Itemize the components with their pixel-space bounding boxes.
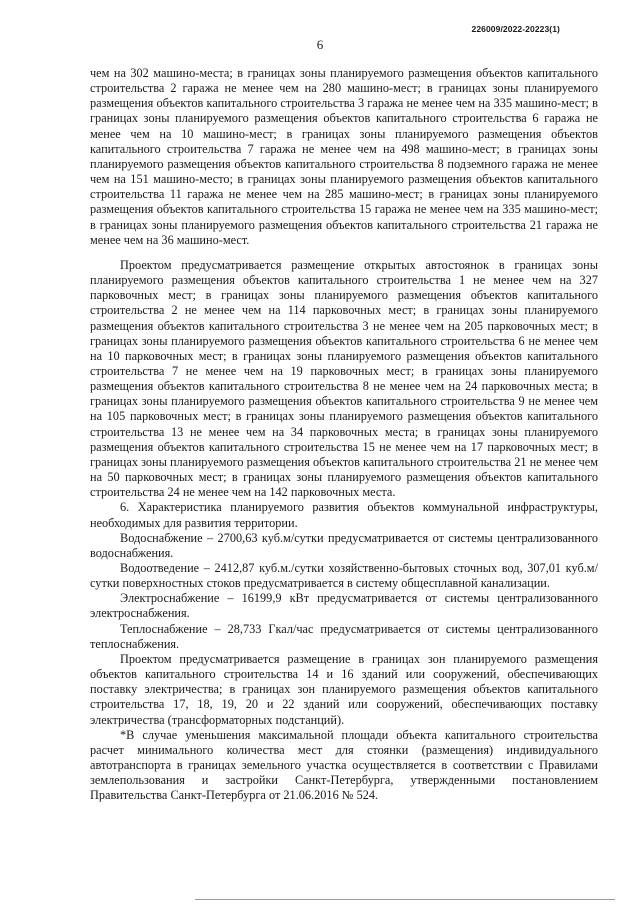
paragraph-open-parking: Проектом предусматривается размещение открытых автостоянок в границах зоны планируемого размещения объектов капитального строительства 1 не менее чем на 327 парковочных мест; в границах зоны планируемого размещения объектов капитального строительства 2 не менее чем на 114 парковочных мест; в границах зоны планируемого размещения объектов капитального строительства 3 не менее чем на 205 парковочных мест; в границах зоны планируемого размещения объектов капитального строительства 6 не менее чем на 10 парковочных мест; в границах зоны планируемого размещения объектов капитального строительства 7 не менее чем на 19 парковочных мест; в границах зоны планируемого размещения объектов капитального строительства 8 не менее чем на 24 парковочных места; в границах зоны планируемого размещения объектов капитального строительства 9 не менее чем на 105 парковочных мест; в границах зоны планируемого размещения объектов капитального строительства 13 не менее чем на 34 парковочных места; в границах зоны планируемого размещения объектов капитального строительства 15 не менее чем на 17 парковочных мест; в границах зоны планируемого размещения объектов капитального строительства 21 не менее чем на 50 парковочных мест; в границах зоны планируемого размещения объектов капитального строительства 24 не менее чем на 142 парковочных места. xyxy=(90,257,598,500)
bottom-divider xyxy=(195,899,615,900)
paragraph-electricity: Электроснабжение – 16199,9 кВт предусматривается от системы централизованного электроснабжения. xyxy=(90,591,598,621)
paragraph-sewerage: Водоотведение – 2412,87 куб.м./сутки хозяйственно-бытовых сточных вод, 307,01 куб.м/сутки поверхностных стоков предусматривается в систему общесплавной канализации. xyxy=(90,561,598,591)
document-id: 226009/2022-20223(1) xyxy=(471,24,560,34)
page-number: 6 xyxy=(316,37,324,52)
section-heading-utilities: 6. Характеристика планируемого развития объектов коммунальной инфраструктуры, необходимых для развития территории. xyxy=(90,500,598,530)
paragraph-footnote: *В случае уменьшения максимальной площади объекта капитального строительства расчет минимального количества мест для стоянки (размещения) индивидуального автотранспорта в границах земельного участка осуществляется в соответствии с Правилами землепользования и застройки Санкт-Петербурга, утвержденными постановлением Правительства Санкт-Петербурга от 21.06.2016 № 524. xyxy=(90,727,598,803)
paragraph-heat-supply: Теплоснабжение – 28,733 Гкал/час предусматривается от системы централизованного теплоснабжения. xyxy=(90,621,598,651)
paragraph-garages-continued: чем на 302 машино-места; в границах зоны планируемого размещения объектов капитального строительства 2 гаража не менее чем на 280 машино-мест; в границах зоны планируемого размещения объектов капитального строительства 3 гаража не менее чем на 335 машино-мест; в границах зоны планируемого размещения объектов капитального строительства 6 гаража не менее чем на 10 машино-мест; в границах зоны планируемого размещения объектов капитального строительства 7 гаража не менее чем на 498 машино-мест; в границах зоны планируемого размещения объектов капитального строительства 8 подземного гаража не менее чем на 151 машино-место; в границах зоны планируемого размещения объектов капитального строительства 11 гаража не менее чем на 285 машино-мест; в границах зоны планируемого размещения объектов капитального строительства 15 гаража не менее чем на 335 машино-мест; в границах зоны планируемого размещения объектов капитального строительства 21 гаража не менее чем на 36 машино-мест. xyxy=(90,66,598,247)
paragraph-electric-facilities: Проектом предусматривается размещение в границах зон планируемого размещения объектов капитального строительства 14 и 16 зданий или сооружений, обеспечивающих поставку электричества; в границах зон планируемого размещения объектов капитального строительства 17, 18, 19, 20 и 22 зданий или сооружений, обеспечивающих поставку электричества (трансформаторных подстанций). xyxy=(90,651,598,727)
paragraph-water-supply: Водоснабжение – 2700,63 куб.м/сутки предусматривается от системы централизованного водоснабжения. xyxy=(90,530,598,560)
document-body xyxy=(90,66,598,804)
